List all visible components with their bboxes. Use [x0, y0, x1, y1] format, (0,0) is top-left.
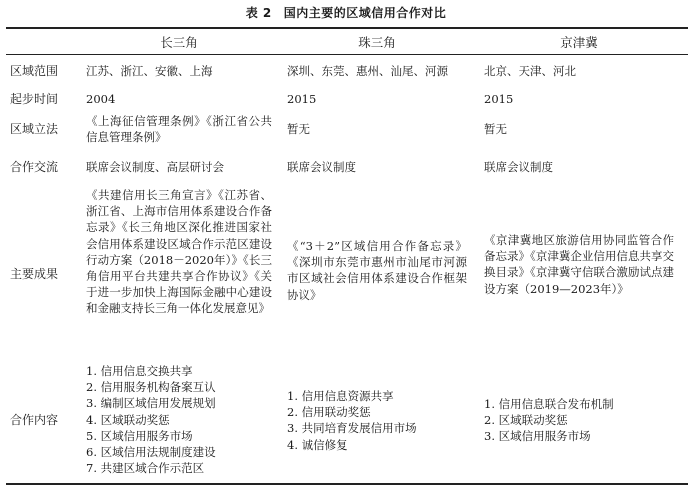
row-label-legislation: 区域立法: [10, 122, 59, 136]
list-item: 3. 共同培育发展信用市场: [287, 421, 417, 436]
cell-scope-jingjinji: 北京、天津、河北: [484, 64, 576, 78]
top-rule: [6, 27, 688, 29]
cell-scope-pearl: 深圳、东莞、惠州、汕尾、河源: [287, 64, 448, 78]
list-item: 1. 信用信息联合发布机制: [484, 397, 614, 411]
column-header-pearl: 珠三角: [358, 35, 396, 50]
list-item: 1. 信用信息资源共享: [287, 389, 394, 403]
list-item: 5. 区域信用服务市场: [86, 428, 193, 443]
list-item: 6. 区域信用法规制度建设: [86, 445, 216, 460]
list-item: 2. 信用服务机构备案互认: [86, 380, 216, 395]
cell-legislation-pearl: 暂无: [287, 122, 310, 136]
row-label-start-year: 起步时间: [10, 92, 59, 106]
cell-scope-yangtze: 江苏、浙江、安徽、上海: [86, 64, 213, 78]
cell-legislation-jingjinji: 暂无: [484, 122, 507, 136]
list-item: 3. 区域信用服务市场: [484, 429, 591, 444]
cell-start-yangtze: 2004: [86, 92, 116, 106]
cell-exchange-jingjinji: 联席会议制度: [484, 160, 553, 174]
cell-start-jingjinji: 2015: [484, 92, 514, 106]
table-title: 国内主要的区域信用合作对比: [283, 6, 447, 20]
row-label-scope: 区域范围: [10, 64, 59, 78]
column-header-yangtze: 长三角: [160, 35, 198, 50]
list-item: 2. 区域联动奖惩: [484, 413, 568, 428]
cell-achievements-pearl: 《“3＋2”区域信用合作备忘录》《深圳市东莞市惠州市汕尾市河源市区域社会信用体系建设合作框架协议》: [287, 239, 467, 302]
cell-content-yangtze: [86, 363, 272, 476]
cell-content-pearl: [287, 388, 467, 453]
list-item: 4. 诚信修复: [287, 437, 348, 452]
table-caption: [0, 4, 692, 21]
row-label-achievements: 主要成果: [10, 267, 59, 281]
cell-exchange-pearl: 联席会议制度: [287, 160, 356, 174]
list-item: 3. 编制区域信用发展规划: [86, 396, 216, 411]
list-item: 4. 区域联动奖惩: [86, 412, 170, 427]
header-rule: [6, 54, 688, 55]
table-number: 表 2: [245, 6, 272, 20]
cell-achievements-jingjinji: 《京津冀地区旅游信用协同监管合作备忘录》《京津冀企业信用信息共享交换目录》《京津冀守信联合激励试点建设方案（2019—2023年）》: [484, 233, 674, 296]
column-header-jingjinji: 京津冀: [560, 35, 598, 50]
cell-start-pearl: 2015: [287, 92, 317, 106]
cell-exchange-yangtze: 联席会议制度、高层研讨会: [86, 160, 224, 174]
row-label-exchange: 合作交流: [10, 160, 59, 174]
bottom-rule: [6, 483, 688, 485]
list-item: 2. 信用联动奖惩: [287, 405, 371, 420]
cell-content-jingjinji: [484, 396, 674, 445]
cell-legislation-yangtze: 《上海征信管理条例》《浙江省公共信息管理条例》: [86, 114, 272, 145]
row-label-content: 合作内容: [10, 413, 59, 427]
list-item: 1. 信用信息交换共享: [86, 364, 193, 378]
cell-achievements-yangtze: 《共建信用长三角宣言》《江苏省、浙江省、上海市信用体系建设合作备忘录》《长三角地区深化推进国家社会信用体系建设区域合作示范区建设行动方案（2018－2020年）》《长三角信用平台共建共享合作协议》《关于进一步加快上海国际金融中心建设和金融支持长三角一体化发展意见》: [86, 188, 272, 316]
list-item: 7. 共建区域合作示范区: [86, 461, 205, 476]
